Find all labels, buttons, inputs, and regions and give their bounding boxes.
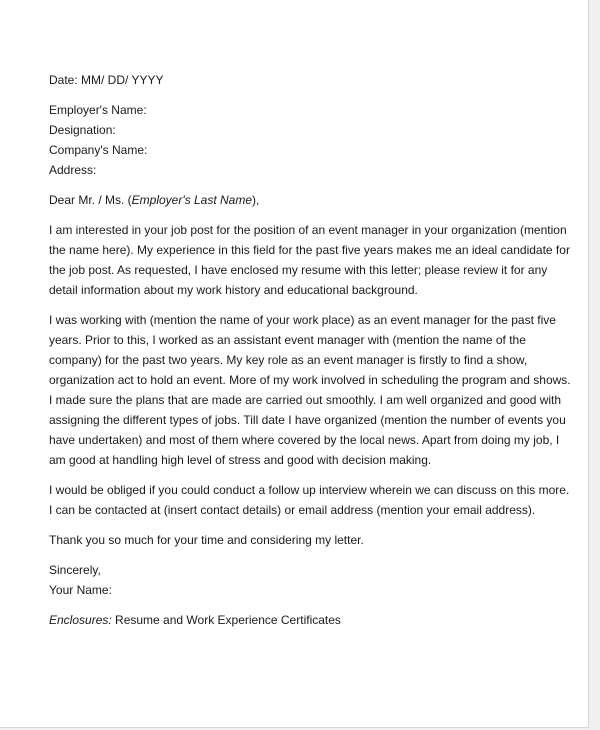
salutation: Dear Mr. / Ms. (Employer's Last Name), [49,193,260,207]
enclosures-text: Resume and Work Experience Certificates [111,613,341,627]
employer-name-field: Employer's Name: [49,103,147,117]
paragraph-line: have undertaken) and most of them where covered by the local news. Apart from doing my job, I [49,433,560,447]
salutation-employer-last-name: Employer's Last Name [131,193,253,207]
closing-your-name: Your Name: [49,583,112,597]
cover-letter [49,70,569,630]
paragraph-line: I made sure the plans that are made are carried out smoothly. I am well organized and good with [49,393,562,407]
paragraph-line: am good at handling high level of stress and good with decision making. [49,453,432,467]
paragraph-line: I am interested in your job post for the position of an event manager in your organization (mention [49,223,567,237]
paragraph-line: I can be contacted at (insert contact details) or email address (mention your email address). [49,503,536,517]
paragraph-line: company) for the past two years. My key role as an event manager is firstly to find a show, [49,353,528,367]
paragraph-line: years. Prior to this, I worked as an assistant event manager with (mention the name of the [49,333,526,347]
thanks-line: Thank you so much for your time and considering my letter. [49,533,364,547]
designation-field: Designation: [49,123,116,137]
paragraph-experience [49,310,569,470]
paragraph-line: organization act to hold an event. More of my work involved in scheduling the program and shows. [49,373,571,387]
address-field: Address: [49,163,97,177]
scroll-gutter [589,0,600,730]
paragraph-line: the job post. As requested, I have enclosed my resume with this letter; please review it for any [49,263,548,277]
paragraph-intro [49,220,569,300]
paragraph-line: I would be obliged if you could conduct a follow up interview wherein we can discuss on this more. [49,483,570,497]
company-name-field: Company's Name: [49,143,148,157]
closing-sincerely: Sincerely, [49,563,101,577]
enclosures-label: Enclosures: [49,613,112,627]
paragraph-line: assigning the different types of jobs. Till date I have organized (mention the number of events you [49,413,566,427]
paragraph-contact [49,480,569,520]
date-line: Date: MM/ DD/ YYYY [49,73,164,87]
enclosures-line [49,610,569,630]
paragraph-line: I was working with (mention the name of your work place) as an event manager for the past five [49,313,556,327]
paragraph-line: detail information about my work history and educational background. [49,283,418,297]
paragraph-line: the name here). My experience in this field for the past five years makes me an ideal candidate for [49,243,570,257]
